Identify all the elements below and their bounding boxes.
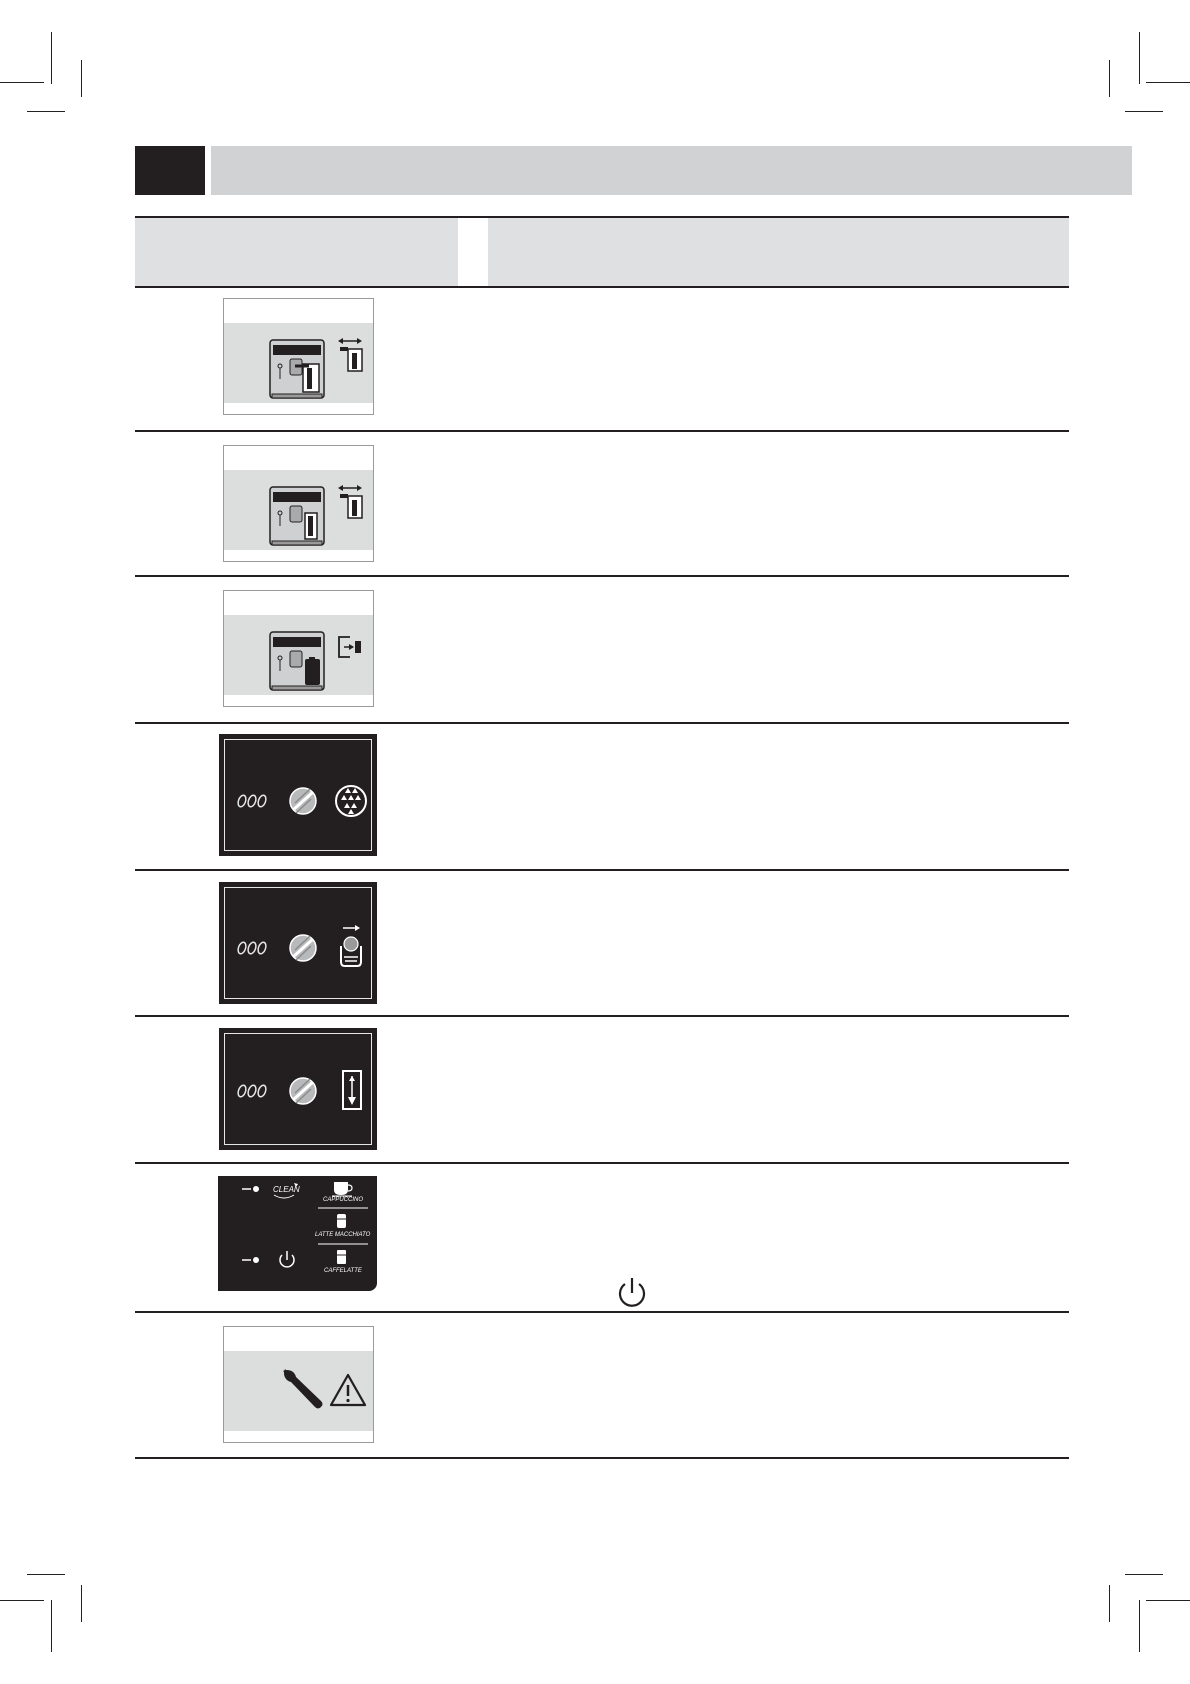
grounds-container-full-icon <box>219 734 377 856</box>
cappuccino-label: CAPPUCCINO <box>323 1197 364 1203</box>
warning-triangle-icon <box>331 1375 365 1405</box>
machine-door-slide-icon <box>223 445 374 562</box>
section-title-bar <box>211 146 1132 195</box>
row-divider <box>135 1162 1069 1164</box>
row-divider <box>135 575 1069 577</box>
row-divider <box>135 1015 1069 1017</box>
row-divider <box>135 430 1069 432</box>
caffelatte-glass-icon <box>337 1250 346 1264</box>
brew-group-insert-icon <box>341 925 361 966</box>
row-divider <box>135 1457 1069 1459</box>
power-button-icon <box>280 1251 294 1267</box>
latte-macchiato-label: LATTE MACCHIATO <box>315 1232 371 1238</box>
grounds-container-icon <box>336 786 366 816</box>
cappuccino-cup-icon <box>332 1182 352 1196</box>
machine-drip-tray-insert-icon <box>223 590 374 707</box>
coffee-beans-icon <box>237 941 268 955</box>
no-water-icon <box>290 1078 316 1104</box>
power-icon <box>616 1276 648 1310</box>
service-warning-icon <box>223 1326 374 1443</box>
no-water-icon <box>290 788 316 814</box>
row-divider <box>135 1311 1069 1313</box>
row-divider <box>135 869 1069 871</box>
control-panel-icon <box>218 1176 377 1291</box>
slide-arrow-icon <box>338 484 368 520</box>
machine-brew-group-door-slide-icon <box>223 298 374 415</box>
table-header-left <box>135 218 458 286</box>
latte-macchiato-glass-icon <box>337 1214 346 1228</box>
table-header-right <box>488 218 1069 286</box>
insert-icon <box>336 635 366 661</box>
coffee-machine-icon <box>269 486 327 548</box>
wrench-icon <box>283 1369 323 1409</box>
row-divider <box>135 722 1069 724</box>
slide-arrow-icon <box>338 337 368 373</box>
caffelatte-label: CAFFELATTE <box>324 1268 362 1274</box>
section-number-block <box>135 146 205 195</box>
coffee-beans-icon <box>237 794 268 808</box>
coffee-machine-icon <box>269 339 327 401</box>
descaling-solution-icon <box>343 1071 361 1109</box>
milk-carafe-spout-icon <box>219 1028 377 1150</box>
led-indicator-icon <box>242 1186 259 1192</box>
coffee-beans-icon <box>237 1084 268 1098</box>
clean-label: CLEAN <box>273 1185 300 1194</box>
table-header <box>135 216 1069 288</box>
led-indicator-icon <box>242 1257 259 1263</box>
no-water-icon <box>290 935 316 961</box>
coffee-machine-icon <box>269 631 327 693</box>
milk-carafe-insert-icon <box>219 882 377 1004</box>
